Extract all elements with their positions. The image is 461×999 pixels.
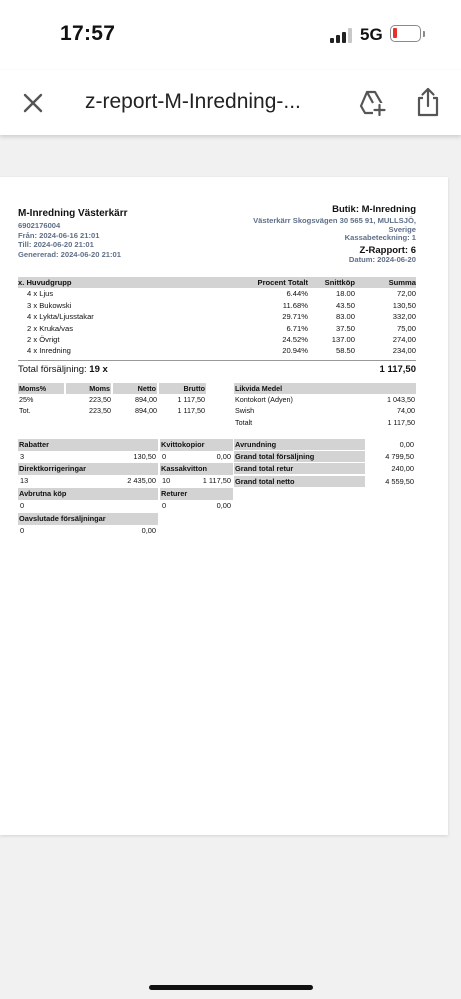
total-sales-value: 1 117,50 <box>379 364 416 375</box>
box-value: 130,50 <box>133 451 156 461</box>
table-header-row <box>18 277 416 288</box>
group-average: 83.00 <box>335 312 355 322</box>
report-header-left <box>18 208 218 259</box>
group-percent: 11.68% <box>282 300 308 310</box>
unfinished-sales-box <box>18 513 158 537</box>
column-header: Likvida Medel <box>234 383 416 394</box>
vat-cell: 894,00 <box>135 406 157 416</box>
document-page[interactable] <box>0 177 448 835</box>
column-header: x. Huvudgrupp <box>18 277 208 288</box>
group-sum: 274,00 <box>392 335 416 345</box>
table-row <box>234 417 416 428</box>
table-row <box>18 334 416 345</box>
table-row <box>18 405 206 416</box>
register-id: Kassabeteckning: 1 <box>344 233 416 243</box>
box-label: Oavslutade försäljningar <box>18 513 158 525</box>
group-average: 58.50 <box>335 346 355 356</box>
discounts-box <box>18 439 158 463</box>
group-name: 2 x Kruka/vas <box>27 323 74 333</box>
viewer-header <box>0 70 461 135</box>
vat-cell: 1 117,50 <box>177 395 205 405</box>
cash-receipts-box <box>160 463 233 487</box>
group-sum: 234,00 <box>392 346 416 356</box>
table-header-row <box>18 383 206 394</box>
store-label: Butik: M-Inredning <box>332 204 416 215</box>
group-percent: 20.94% <box>282 346 308 356</box>
group-average: 18.00 <box>335 289 355 299</box>
grand-total-label: Grand total retur <box>234 463 365 474</box>
table-row <box>234 405 416 416</box>
box-count: 13 <box>20 475 29 485</box>
box-value: 1 117,50 <box>202 475 231 485</box>
grand-total-row <box>234 451 416 463</box>
grand-total-value: 4 799,50 <box>385 452 414 462</box>
table-row <box>18 300 416 311</box>
box-count: 3 <box>20 451 25 461</box>
network-type: 5G <box>360 25 383 44</box>
vat-cell: 894,00 <box>135 395 157 405</box>
close-icon[interactable] <box>20 90 46 116</box>
column-header: Summa <box>355 277 416 288</box>
z-report-number: Z-Rapport: 6 <box>359 244 416 256</box>
table-row <box>18 311 416 322</box>
payment-method: Totalt <box>235 417 253 427</box>
add-to-drive-icon[interactable] <box>358 89 386 117</box>
vat-cell: 25% <box>19 395 34 405</box>
receipt-copies-box <box>160 439 233 463</box>
liquid-assets-table <box>234 383 416 428</box>
grand-totals <box>234 439 416 488</box>
column-header: Moms% <box>18 383 65 394</box>
product-group-table <box>18 277 416 357</box>
vat-table <box>18 383 206 417</box>
grand-total-label: Grand total netto <box>234 476 365 487</box>
group-name: 4 x Inredning <box>27 346 71 356</box>
column-header: Moms <box>65 383 112 394</box>
grand-total-row <box>234 439 416 451</box>
payment-amount: 1 117,50 <box>387 417 415 427</box>
box-count: 0 <box>20 525 25 535</box>
box-value: 0,00 <box>216 451 231 461</box>
store-address: Västerkärr Skogsvägen 30 565 91, MULLSJÖ, <box>253 216 416 225</box>
group-percent: 6.44% <box>286 289 308 299</box>
payment-method: Swish <box>235 406 255 416</box>
box-value: 0,00 <box>141 525 156 535</box>
payment-amount: 74,00 <box>397 406 415 416</box>
box-label: Kvittokopior <box>160 439 233 451</box>
battery-icon <box>390 25 421 42</box>
grand-total-row <box>234 476 416 488</box>
group-name: 2 x Övrigt <box>27 335 60 345</box>
battery-tip <box>423 31 425 37</box>
period-from: Från: 2024-06-16 21:01 <box>18 230 100 240</box>
box-label: Returer <box>160 488 233 500</box>
table-row <box>18 323 416 334</box>
direct-corrections-box <box>18 463 158 487</box>
shop-name: M-Inredning Västerkärr <box>18 208 128 219</box>
grand-total-value: 4 559,50 <box>385 476 414 486</box>
grand-total-value: 0,00 <box>399 440 414 449</box>
box-label: Avbrutna köp <box>18 488 158 500</box>
column-header: Brutto <box>158 383 206 394</box>
table-row <box>18 288 416 299</box>
vat-cell: 223,50 <box>89 406 111 416</box>
group-average: 37.50 <box>335 323 355 333</box>
grand-total-label: Avrundning <box>234 439 365 450</box>
column-header: Netto <box>112 383 158 394</box>
box-label: Direktkorrigeringar <box>18 463 158 475</box>
returns-box <box>160 488 233 512</box>
total-sales-label: Total försäljning: <box>18 364 87 375</box>
column-header: Snittköp <box>308 277 355 288</box>
report-date: Datum: 2024-06-20 <box>348 254 416 264</box>
group-sum: 130,50 <box>392 300 416 310</box>
group-percent: 24.52% <box>282 335 308 345</box>
group-name: 3 x Bukowski <box>27 300 72 310</box>
group-percent: 29.71% <box>282 312 308 322</box>
store-country: Sverige <box>388 224 416 234</box>
group-average: 137.00 <box>331 335 355 345</box>
box-label: Kassakvitton <box>160 463 233 475</box>
group-percent: 6.71% <box>286 323 308 333</box>
box-count: 0 <box>20 500 25 510</box>
box-count: 10 <box>162 475 171 485</box>
payment-method: Kontokort (Adyen) <box>235 395 293 405</box>
org-number: 6902176004 <box>18 221 61 230</box>
table-header-row <box>234 383 416 394</box>
total-sales-row <box>18 360 416 374</box>
home-indicator[interactable] <box>149 985 313 990</box>
column-header: Procent Totalt <box>208 277 308 288</box>
box-count: 0 <box>162 500 167 510</box>
grand-total-label: Grand total försäljning <box>234 451 365 462</box>
share-icon[interactable] <box>415 87 441 117</box>
status-time: 17:57 <box>60 22 116 45</box>
box-count: 0 <box>162 451 167 461</box>
group-name: 4 x Lykta/Ljusstakar <box>27 312 94 322</box>
box-label: Rabatter <box>18 439 158 451</box>
table-row <box>234 394 416 405</box>
box-value: 2 435,00 <box>127 475 156 485</box>
table-row <box>18 394 206 405</box>
group-average: 43.50 <box>335 300 355 310</box>
vat-cell: Tot. <box>19 406 31 416</box>
payment-amount: 1 043,50 <box>387 395 415 405</box>
cancelled-purchases-box <box>18 488 158 512</box>
group-sum: 332,00 <box>392 312 416 322</box>
document-title: z-report-M-Inredning-... <box>85 90 301 113</box>
status-bar <box>0 0 461 70</box>
table-row <box>18 345 416 356</box>
generated-date: Genererad: 2024-06-20 21:01 <box>18 249 122 259</box>
grand-total-row <box>234 463 416 475</box>
cellular-signal-icon <box>330 27 354 43</box>
box-value: 0,00 <box>216 500 231 510</box>
vat-cell: 1 117,50 <box>177 406 205 416</box>
group-sum: 75,00 <box>396 323 416 333</box>
grand-total-value: 240,00 <box>391 464 414 474</box>
period-to: Till: 2024-06-20 21:01 <box>18 240 94 249</box>
group-name: 4 x Ljus <box>27 289 54 299</box>
report-header-right <box>216 204 416 264</box>
total-sales-count: 19 x <box>89 364 108 375</box>
vat-cell: 223,50 <box>89 395 111 405</box>
group-sum: 72,00 <box>396 289 416 299</box>
